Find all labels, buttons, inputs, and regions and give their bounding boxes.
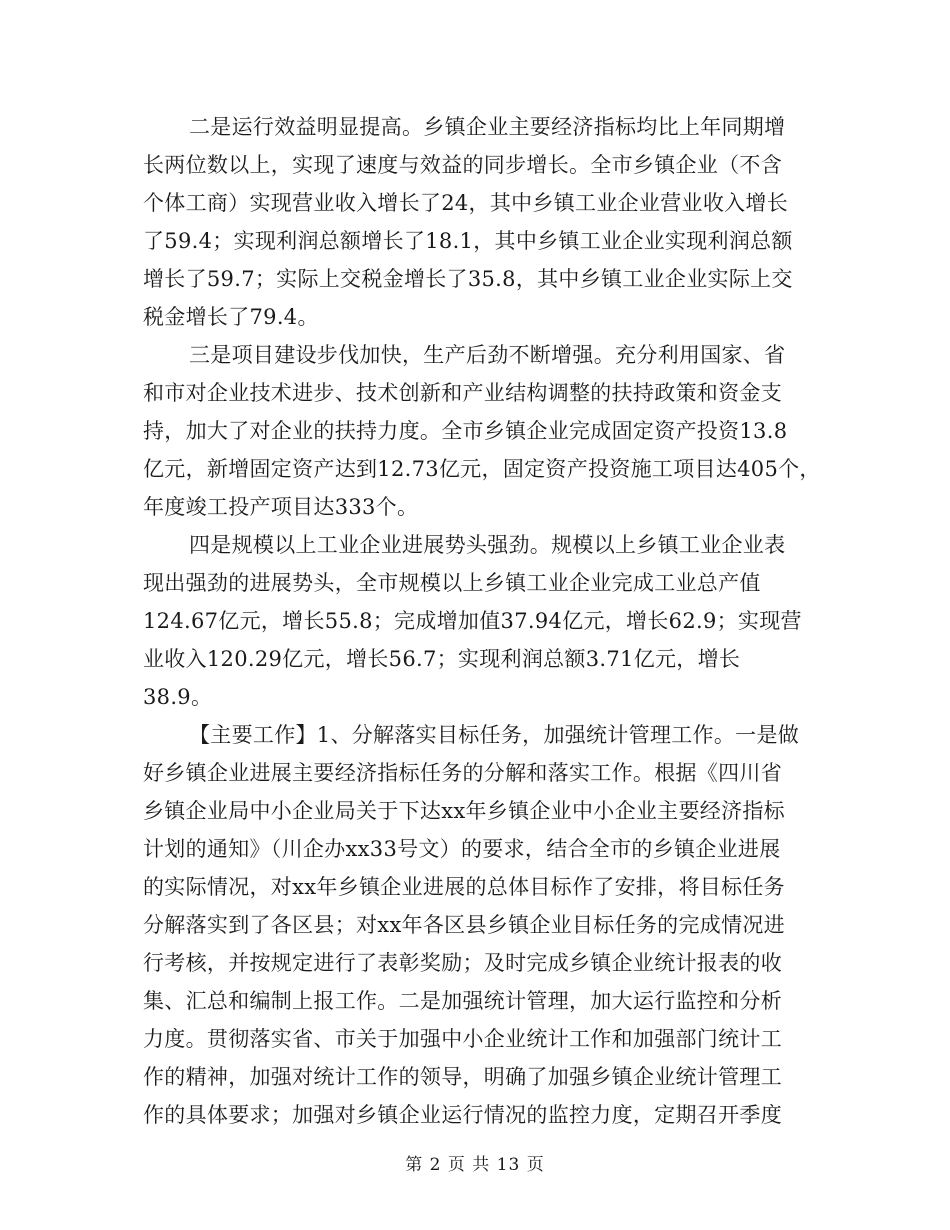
para-scale-line-2: 现出强劲的进展势头，全市规模以上乡镇工业企业完成工业总产值 bbox=[143, 571, 761, 595]
para-projects-line-4: 亿元，新增固定资产达到12.73亿元，固定资产投资施工项目达405个， bbox=[143, 457, 821, 481]
para-main-work-line-11: 作的具体要求；加强对乡镇企业运行情况的监控力度，定期召开季度 bbox=[143, 1103, 782, 1127]
para-main-work-line-2: 好乡镇企业进展主要经济指标任务的分解和落实工作。根据《四川省 bbox=[143, 761, 782, 785]
para-projects-line-5: 年度竣工投产项目达333个。 bbox=[143, 495, 419, 519]
para-main-work-line-6: 分解落实到了各区县；对xx年各区县乡镇企业目标任务的完成情况进 bbox=[143, 913, 785, 937]
para-main-work-line-4: 计划的通知》（川企办xx33号文）的要求，结合全市的乡镇企业进展 bbox=[143, 837, 781, 861]
para-scale-line-4: 业收入120.29亿元，增长56.7；实现利润总额3.71亿元，增长 bbox=[143, 647, 741, 671]
para-main-work-line-7: 行考核，并按规定进行了表彰奖励；及时完成乡镇企业统计报表的收 bbox=[143, 951, 782, 975]
para-efficiency-line-5: 增长了59.7；实际上交税金增长了35.8，其中乡镇工业企业实际上交 bbox=[143, 267, 793, 291]
para-efficiency-line-1: 二是运行效益明显提高。乡镇企业主要经济指标均比上年同期增 bbox=[189, 115, 786, 139]
para-main-work-line-3: 乡镇企业局中小企业局关于下达xx年乡镇企业中小企业主要经济指标 bbox=[143, 799, 785, 823]
para-scale-line-5: 38.9。 bbox=[143, 685, 213, 709]
para-efficiency-line-6: 税金增长了79.4。 bbox=[143, 305, 319, 329]
para-main-work-line-9: 力度。贯彻落实省、市关于加强中小企业统计工作和加强部门统计工 bbox=[143, 1027, 782, 1051]
para-main-work-line-5: 的实际情况，对xx年乡镇企业进展的总体目标作了安排，将目标任务 bbox=[143, 875, 785, 899]
para-main-work-line-1: 【主要工作】1、分解落实目标任务，加强统计管理工作。一是做 bbox=[189, 723, 800, 747]
para-projects-line-3: 持，加大了对企业的扶持力度。全市乡镇企业完成固定资产投资13.8 bbox=[143, 419, 788, 443]
para-efficiency-line-4: 了59.4；实现利润总额增长了18.1，其中乡镇工业企业实现利润总额 bbox=[143, 229, 793, 253]
para-projects-line-1: 三是项目建设步伐加快，生产后劲不断增强。充分利用国家、省 bbox=[189, 343, 786, 367]
para-efficiency-line-2: 长两位数以上，实现了速度与效益的同步增长。全市乡镇企业（不含 bbox=[143, 153, 782, 177]
para-main-work-line-8: 集、汇总和编制上报工作。二是加强统计管理，加大运行监控和分析 bbox=[143, 989, 782, 1013]
page-number-footer: 第 2 页 共 13 页 bbox=[405, 1155, 545, 1175]
para-efficiency-line-3: 个体工商）实现营业收入增长了24，其中乡镇工业企业营业收入增长 bbox=[143, 191, 789, 215]
para-scale-line-3: 124.67亿元，增长55.8；完成增加值37.94亿元，增长62.9；实现营 bbox=[143, 609, 802, 633]
para-scale-line-1: 四是规模以上工业企业进展势头强劲。规模以上乡镇工业企业表 bbox=[189, 533, 786, 557]
para-projects-line-2: 和市对企业技术进步、技术创新和产业结构调整的扶持政策和资金支 bbox=[143, 381, 782, 405]
para-main-work-line-10: 作的精神，加强对统计工作的领导，明确了加强乡镇企业统计管理工 bbox=[143, 1065, 782, 1089]
